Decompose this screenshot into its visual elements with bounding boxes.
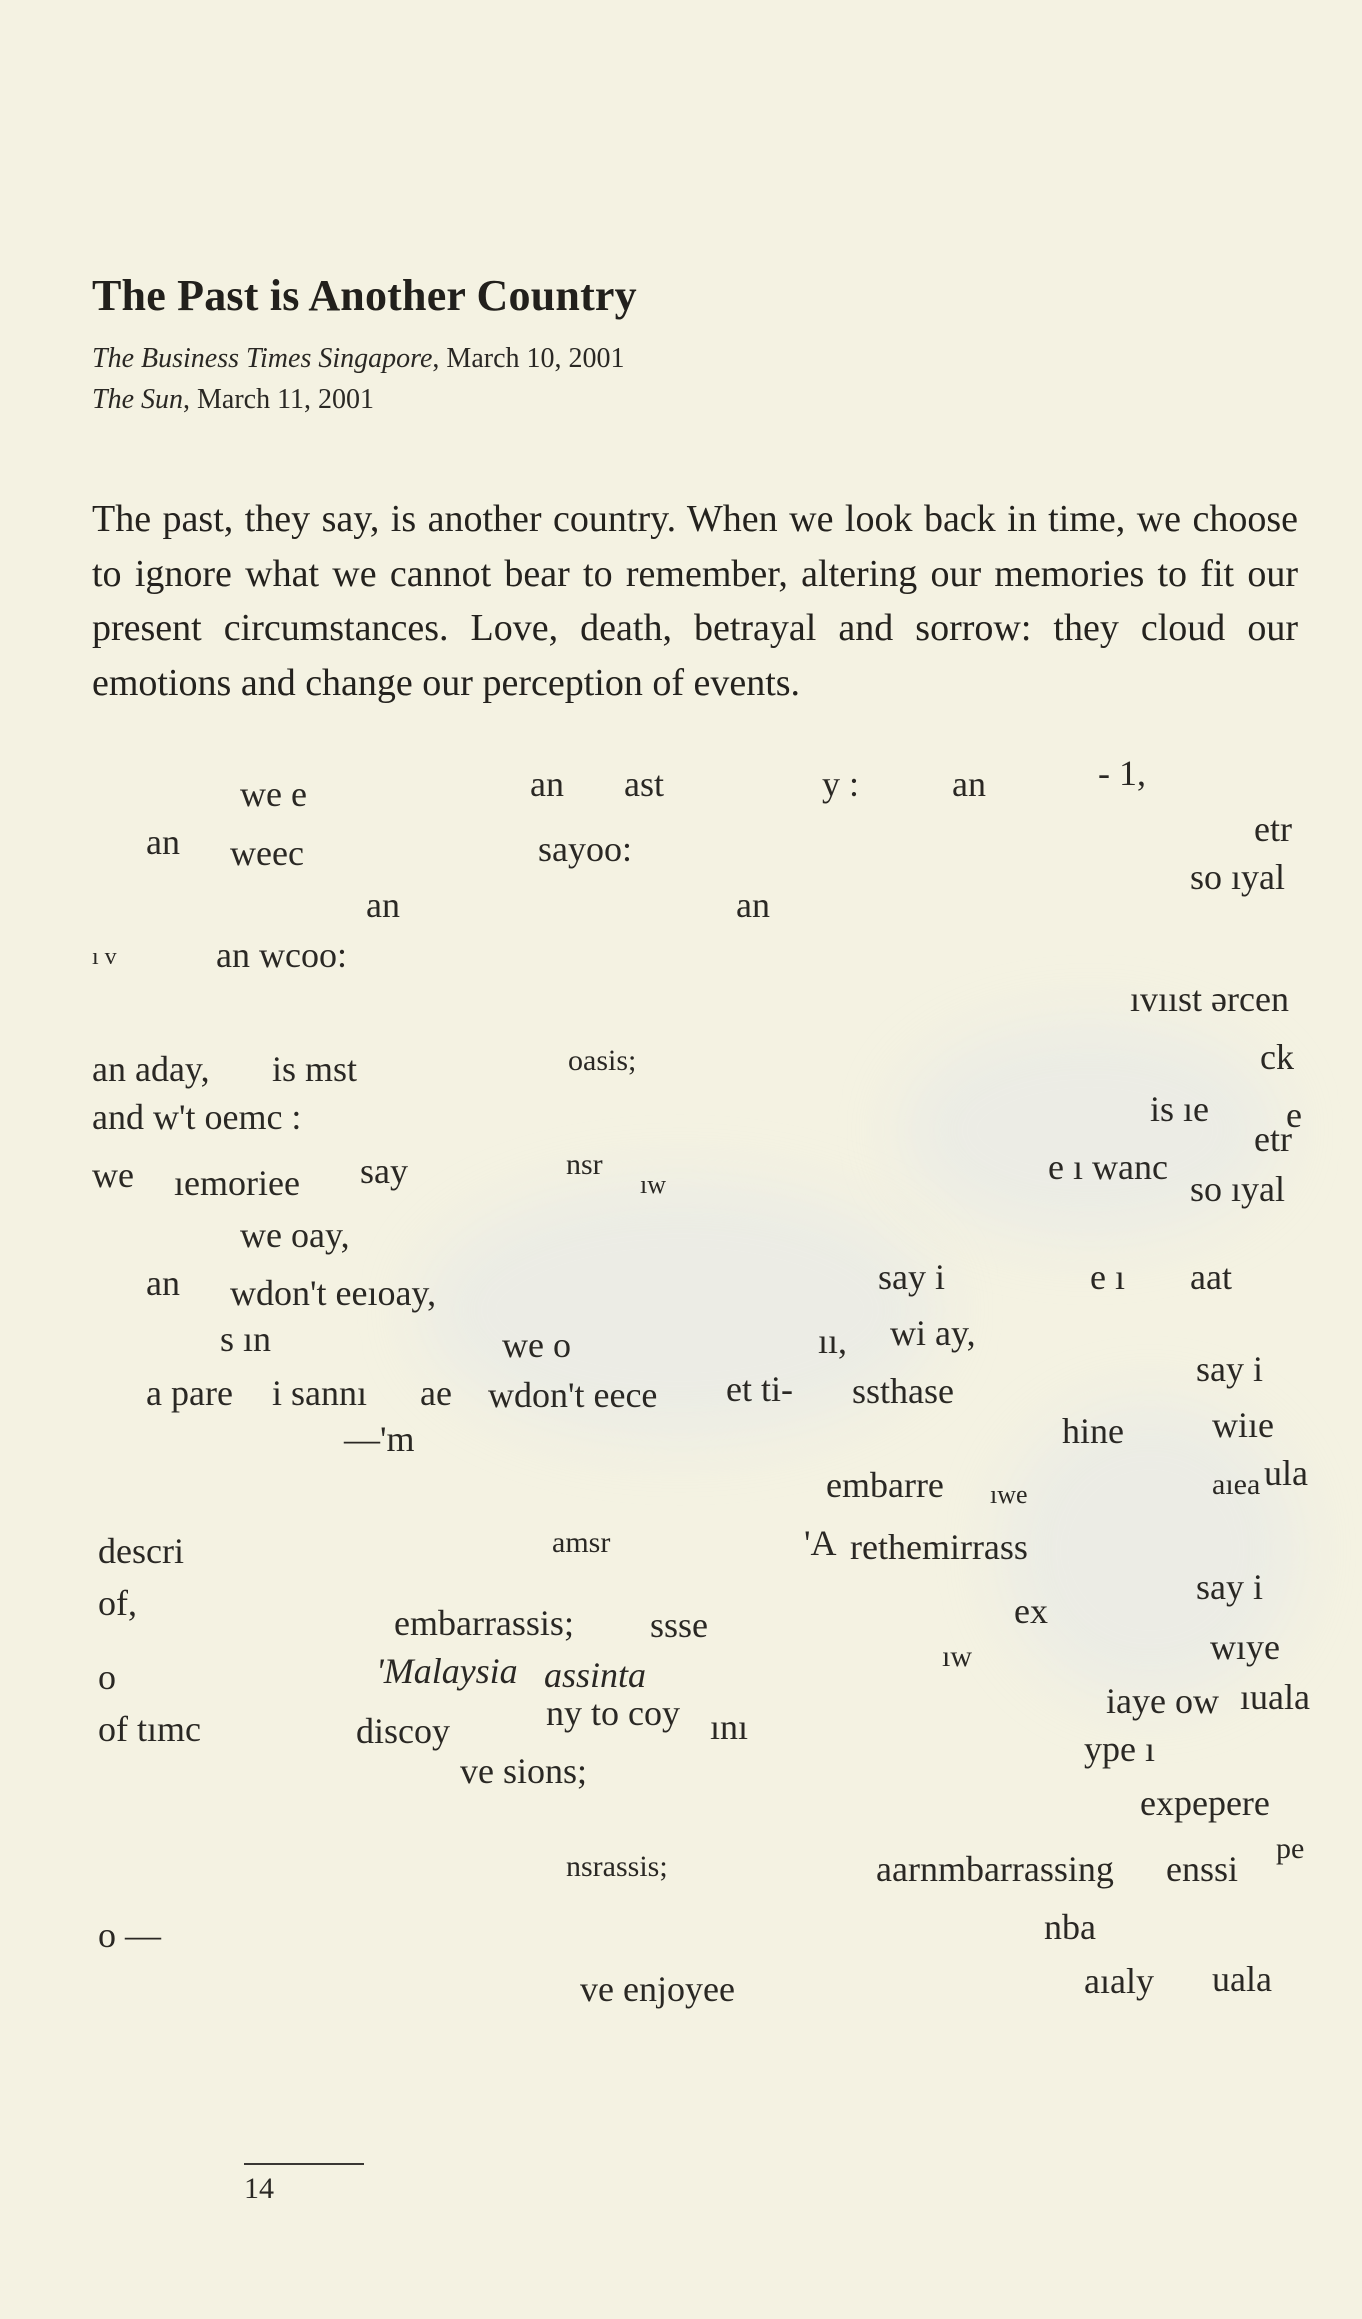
text-fragment: ex xyxy=(1014,1591,1048,1631)
text-fragment: o — xyxy=(98,1915,161,1955)
text-fragment: ıı, xyxy=(818,1321,848,1361)
text-fragment: pe xyxy=(1276,1832,1305,1865)
text-fragment: enssi xyxy=(1166,1849,1238,1889)
source-date: , March 10, 2001 xyxy=(432,343,625,374)
text-fragment: ve enjoyee xyxy=(580,1969,735,2009)
text-fragment: we xyxy=(92,1155,134,1195)
text-fragment: embarre xyxy=(826,1465,944,1505)
text-fragment: e ı wanc xyxy=(1048,1147,1168,1187)
text-fragment: oasis; xyxy=(568,1044,637,1077)
text-fragment: an xyxy=(366,885,400,925)
text-fragment: say i xyxy=(878,1257,945,1297)
text-fragment: an xyxy=(952,764,986,804)
text-fragment: wdon't eece xyxy=(488,1375,658,1415)
text-fragment: is mst xyxy=(272,1049,358,1089)
text-fragment: ae xyxy=(420,1373,452,1413)
text-fragment: an xyxy=(736,885,770,925)
text-fragment: ype ı xyxy=(1084,1729,1155,1769)
text-fragment: ıemoriee xyxy=(174,1163,300,1203)
text-fragment: etr xyxy=(1254,1119,1292,1159)
text-fragment: descri xyxy=(98,1531,184,1571)
text-fragment: ast xyxy=(624,764,664,804)
source-line-2 xyxy=(92,384,374,416)
text-fragment: aarnmbarrassing xyxy=(876,1849,1114,1889)
footer-rule xyxy=(244,2163,364,2165)
text-fragment: aıea xyxy=(1212,1468,1261,1501)
text-fragment: aıaly xyxy=(1084,1961,1154,2001)
text-fragment: wiıe xyxy=(1212,1405,1274,1445)
text-fragment: an xyxy=(146,1263,180,1303)
text-fragment: e xyxy=(1286,1095,1302,1135)
text-fragment: expepere xyxy=(1140,1783,1270,1823)
text-fragment: i sannı xyxy=(272,1373,367,1413)
text-fragment: ve sions; xyxy=(460,1751,588,1791)
text-fragment: so ıyal xyxy=(1190,857,1285,897)
text-fragment: so ıyal xyxy=(1190,1169,1285,1209)
text-fragment: - 1, xyxy=(1098,753,1146,793)
text-fragment: we e xyxy=(240,774,307,814)
text-fragment: etr xyxy=(1254,809,1292,849)
text-fragment: y : xyxy=(822,764,860,804)
text-fragment: we o xyxy=(502,1325,571,1365)
text-fragment: ny to coy xyxy=(546,1693,680,1733)
text-fragment: ını xyxy=(710,1707,749,1747)
text-fragment: uala xyxy=(1212,1959,1272,1999)
text-fragment: iaye ow xyxy=(1106,1681,1219,1721)
text-fragment: nsr xyxy=(566,1148,603,1181)
text-fragment: an xyxy=(146,822,180,862)
source-date: , March 11, 2001 xyxy=(183,384,375,415)
text-fragment: say i xyxy=(1196,1567,1263,1607)
text-fragment: et ti- xyxy=(726,1369,793,1409)
text-fragment: discoy xyxy=(356,1711,450,1751)
text-fragment: hine xyxy=(1062,1411,1124,1451)
text-fragment: an wcoo: xyxy=(216,935,347,975)
text-fragment: s ın xyxy=(220,1319,272,1359)
page-number: 14 xyxy=(244,2172,274,2205)
text-fragment: rethemirrass xyxy=(850,1527,1028,1567)
text-fragment: e ı xyxy=(1090,1257,1125,1297)
source-line-1 xyxy=(92,343,625,375)
text-fragment: 'A xyxy=(804,1523,837,1563)
source-publication: The Sun xyxy=(92,384,183,415)
text-fragment: embarrassis; xyxy=(394,1603,574,1643)
text-fragment: say i xyxy=(1196,1349,1263,1389)
text-fragment: o xyxy=(98,1657,116,1697)
text-fragment: ssthase xyxy=(852,1371,954,1411)
text-fragment: ıw xyxy=(640,1170,666,1199)
text-fragment: a pare xyxy=(146,1373,233,1413)
text-fragment: is ıe xyxy=(1150,1089,1209,1129)
text-fragment: of tımc xyxy=(98,1709,201,1749)
text-fragment: wi ay, xyxy=(890,1313,976,1353)
text-fragment: ssse xyxy=(650,1605,709,1645)
text-fragment: say xyxy=(360,1151,408,1191)
text-fragment: sayoo: xyxy=(538,829,632,869)
text-fragment: nsrassis; xyxy=(566,1850,668,1883)
text-fragment: an aday, xyxy=(92,1049,210,1089)
text-fragment: aat xyxy=(1190,1257,1232,1297)
text-fragment: of, xyxy=(98,1583,137,1623)
text-fragment: assinta xyxy=(544,1655,647,1695)
text-fragment: weec xyxy=(230,833,304,873)
text-fragment: ula xyxy=(1264,1453,1308,1493)
text-fragment: wıye xyxy=(1210,1627,1280,1667)
text-fragment: ıvııst ərcen xyxy=(1130,979,1289,1019)
text-fragment: ıwe xyxy=(990,1480,1028,1509)
text-fragment: and w't oemc : xyxy=(92,1097,302,1137)
text-fragment: nba xyxy=(1044,1907,1096,1947)
text-fragment: an xyxy=(530,764,564,804)
text-fragment: amsr xyxy=(552,1526,611,1559)
text-fragment: ıw xyxy=(942,1640,972,1673)
text-fragment: wdon't eeıoay, xyxy=(230,1273,437,1313)
text-fragment: ıuala xyxy=(1240,1677,1310,1717)
text-fragment: we oay, xyxy=(240,1215,350,1255)
article-title: The Past is Another Country xyxy=(92,271,637,320)
text-fragment: —'m xyxy=(344,1419,415,1459)
body-paragraph: The past, they say, is another country. When we look back in time, we choose to ignore what we cannot bear to remember, altering our memories to fit our present circumstances. Love, death, betrayal and sorrow: they cloud our emotions and change our perception of events. xyxy=(92,498,1298,704)
text-fragment: 'Malaysia xyxy=(376,1651,518,1691)
text-fragment: ı v xyxy=(92,944,117,970)
text-fragment: ck xyxy=(1260,1037,1294,1077)
source-publication: The Business Times Singapore xyxy=(92,343,433,374)
